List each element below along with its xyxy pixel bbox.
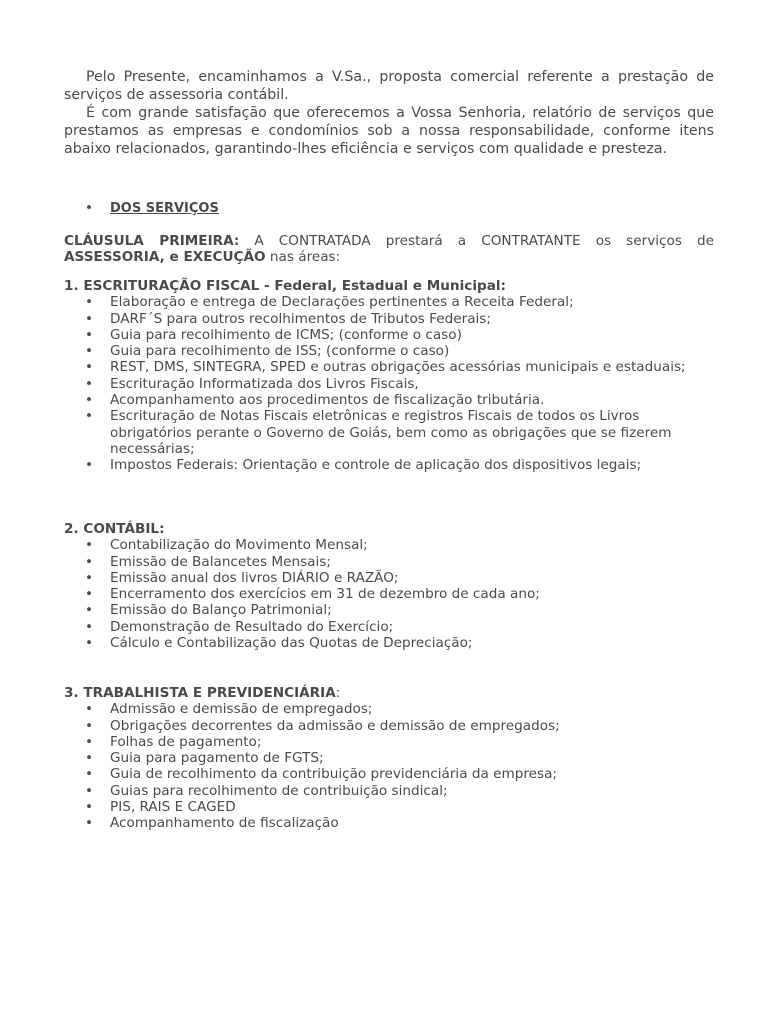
list-item: [64, 783, 714, 799]
intro-paragraph-1: Pelo Presente, encaminhamos a V.Sa., proposta comercial referente a prestação de serviços de assessoria contábil.: [64, 69, 714, 103]
bullet-icon: •: [85, 602, 94, 619]
bullet-icon: •: [85, 294, 94, 311]
list-item-text: DARF´S para outros recolhimentos de Tributos Federais;: [110, 310, 491, 327]
list-item-text: Guia para pagamento de FGTS;: [110, 750, 324, 767]
list-item-text: Escrituração de Notas Fiscais eletrônicas e registros Fiscais de todos os Livros obrigatórios perante o Governo de Goiás, bem como as obrigações que se fizerem necessárias;: [110, 408, 672, 457]
list-item: [64, 799, 714, 815]
section-title: 1. ESCRITURAÇÃO FISCAL - Federal, Estadual e Municipal:: [64, 278, 506, 294]
bullet-icon: •: [85, 586, 94, 603]
clausula-text-a: A CONTRATADA prestará a CONTRATANTE os serviços de: [239, 233, 714, 249]
bullet-icon: •: [85, 343, 94, 360]
list-item-text: Impostos Federais: Orientação e controle de aplicação dos dispositivos legais;: [110, 457, 642, 474]
clausula-label: CLÁUSULA PRIMEIRA:: [64, 233, 240, 249]
bullet-icon: •: [85, 717, 94, 734]
bullet-icon: •: [85, 359, 94, 376]
list-item: [64, 343, 714, 359]
intro-paragraph-2: É com grande satisfação que oferecemos a Vossa Senhoria, relatório de serviços que prestamos as empresas e condomínios sob a nossa responsabilidade, conforme itens abaixo relacionados, garantindo-lhes eficiência e serviços com qualidade e presteza.: [64, 105, 714, 157]
clausula-primeira: [64, 233, 714, 266]
bullet-icon: •: [85, 750, 94, 767]
bullet-icon: •: [85, 701, 94, 718]
list-item-text: Emissão de Balancetes Mensais;: [110, 553, 331, 570]
bullet-icon: •: [85, 375, 94, 392]
list-item-text: Guia para recolhimento de ICMS; (conforme o caso): [110, 326, 462, 343]
list-item: [64, 311, 714, 327]
section-contabil: [64, 521, 714, 651]
bullet-icon: •: [85, 815, 94, 832]
section-title-text: 3. TRABALHISTA E PREVIDENCIÁRIA: [64, 685, 336, 701]
section-title-suffix: :: [335, 685, 341, 701]
list-item: [64, 815, 714, 831]
bullet-icon: •: [85, 782, 94, 799]
list-item: [64, 750, 714, 766]
list-item-text: Obrigações decorrentes da admissão e demissão de empregados;: [110, 717, 560, 734]
list-item-text: Guia para recolhimento de ISS; (conforme o caso): [110, 343, 450, 360]
section-trabalhista: [64, 685, 714, 832]
list-item-text: Contabilização do Movimento Mensal;: [110, 537, 368, 554]
bullet-icon: •: [85, 569, 94, 586]
bullet-icon: •: [85, 799, 94, 816]
list-item-text: Admissão e demissão de empregados;: [110, 701, 373, 718]
list-item-text: Elaboração e entrega de Declarações pertinentes a Receita Federal;: [110, 294, 574, 311]
bullet-icon: •: [85, 635, 94, 652]
list-item-text: Emissão do Balanço Patrimonial;: [110, 602, 332, 619]
section-list: [64, 294, 714, 473]
dos-servicos-label: DOS SERVIÇOS: [110, 201, 219, 216]
intro-text: [64, 68, 714, 158]
list-item: [64, 408, 714, 457]
list-item: [64, 570, 714, 586]
list-item-text: Guia de recolhimento da contribuição previdenciária da empresa;: [110, 766, 558, 783]
list-item-text: Escrituração Informatizada dos Livros Fiscais,: [110, 375, 419, 392]
section-list: [64, 701, 714, 831]
list-item: [64, 359, 714, 375]
bullet-icon: •: [85, 618, 94, 635]
list-item: [64, 327, 714, 343]
list-item: [64, 619, 714, 635]
list-item: [64, 376, 714, 392]
bullet-icon: •: [85, 200, 94, 216]
clausula-text-b: nas áreas:: [265, 249, 341, 266]
list-item: [64, 635, 714, 651]
list-item: [64, 392, 714, 408]
bullet-icon: •: [85, 310, 94, 327]
section-title: 2. CONTÁBIL:: [64, 521, 165, 537]
list-item-text: Demonstração de Resultado do Exercício;: [110, 618, 394, 635]
list-item-text: Emissão anual dos livros DIÁRIO e RAZÃO;: [110, 569, 399, 586]
bullet-icon: •: [85, 326, 94, 343]
list-item: [64, 766, 714, 782]
list-item: [64, 294, 714, 310]
section-list: [64, 537, 714, 651]
bullet-icon: •: [85, 766, 94, 783]
list-item-text: Guias para recolhimento de contribuição sindical;: [110, 782, 448, 799]
bullet-icon: •: [85, 408, 94, 425]
list-item-text: Acompanhamento aos procedimentos de fiscalização tributária.: [110, 392, 545, 409]
list-item-text: REST, DMS, SINTEGRA, SPED e outras obrigações acessórias municipais e estaduais;: [110, 359, 686, 376]
list-item-text: PIS, RAIS E CAGED: [110, 799, 236, 816]
list-item: [64, 734, 714, 750]
bullet-icon: •: [85, 457, 94, 474]
bullet-icon: •: [85, 392, 94, 409]
list-item: [64, 457, 714, 473]
section-title: [64, 685, 714, 701]
list-item-text: Acompanhamento de fiscalização: [110, 815, 339, 832]
bullet-icon: •: [85, 537, 94, 554]
list-item: [64, 554, 714, 570]
list-item: [64, 537, 714, 553]
list-item: [64, 718, 714, 734]
list-item-text: Encerramento dos exercícios em 31 de dezembro de cada ano;: [110, 586, 540, 603]
list-item: [64, 602, 714, 618]
list-item: [64, 586, 714, 602]
list-item-text: Cálculo e Contabilização das Quotas de Depreciação;: [110, 635, 473, 652]
section-escrituracao-fiscal: [64, 278, 714, 474]
clausula-bold-text: ASSESSORIA, e EXECUÇÃO: [64, 249, 266, 266]
list-item-text: Folhas de pagamento;: [110, 733, 262, 750]
dos-servicos-heading: [64, 200, 760, 217]
list-item: [64, 701, 714, 717]
bullet-icon: •: [85, 733, 94, 750]
bullet-icon: •: [85, 553, 94, 570]
